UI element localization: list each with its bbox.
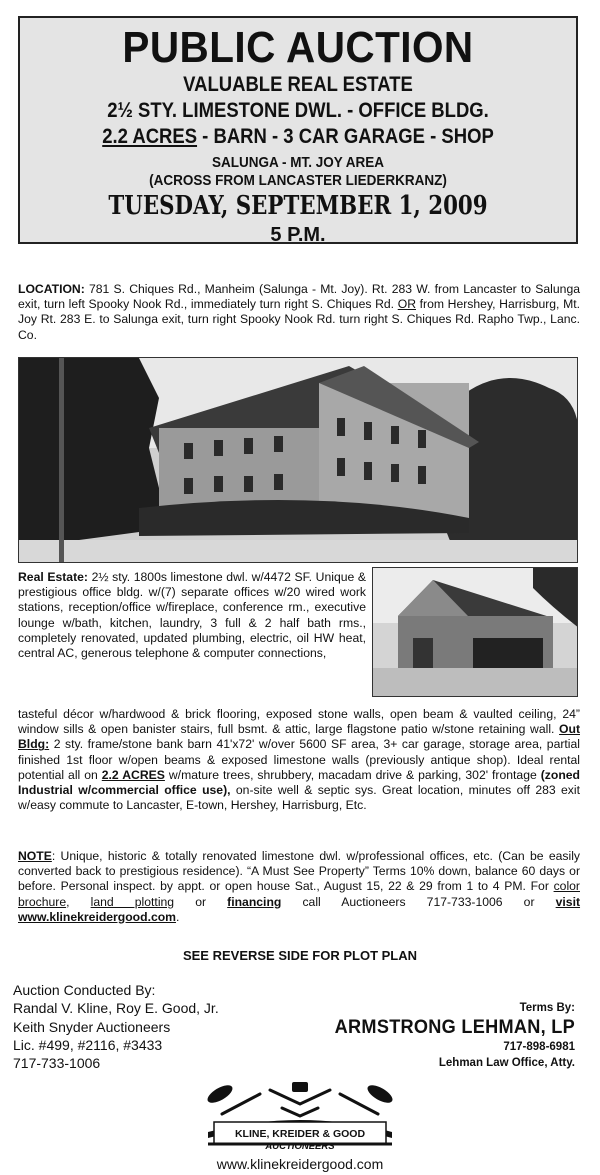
note-or: or <box>174 894 228 909</box>
location-label: LOCATION: <box>18 282 85 296</box>
real-estate-text-1: tasteful décor w/hardwood & brick flooring, exposed stone walls, open beam & vaulted ceiling, 24” window sills & open banister stairs, full bsmt. & attic, large flagstone patio w/stone retaining wall. <box>18 707 580 737</box>
header-across: (ACROSS FROM LANCASTER LIEDERKRANZ) <box>149 172 447 189</box>
real-estate-continued <box>18 707 580 813</box>
logo-banner-text: KLINE, KREIDER & GOOD <box>234 1128 366 1140</box>
law-firm-name: ARMSTRONG LEHMAN, LP <box>334 1016 575 1038</box>
auctioneer-company: Keith Snyder Auctioneers <box>13 1018 171 1035</box>
location-or: OR <box>397 297 416 312</box>
acres-line-rest: - BARN - 3 CAR GARAGE - SHOP <box>197 125 494 148</box>
law-office: Lehman Law Office, Atty. <box>438 1057 575 1069</box>
location-paragraph <box>18 282 580 343</box>
financing-link[interactable]: financing <box>227 894 282 909</box>
header-line-acres <box>53 124 542 150</box>
note-period: . <box>176 909 180 924</box>
location-text-1: 781 S. Chiques Rd., Manheim (Salunga - Mt. Joy). Rt. 283 W. from Lancaster to Salunga exit, turn left Spooky Nook Rd., immediately turn right S. Chiques Rd. <box>18 282 580 312</box>
visit-link[interactable]: visit <box>555 894 581 909</box>
auction-date: TUESDAY, SEPTEMBER 1, 2009 <box>108 191 488 221</box>
note-website-link[interactable]: www.klinekreidergood.com <box>18 909 177 924</box>
conducted-label: Auction Conducted By: <box>13 982 156 998</box>
zoning-emphasis: (zoned Industrial w/commercial office use), <box>18 767 580 798</box>
real-estate-text-left: 2½ sty. 1800s limestone dwl. w/4472 SF. Unique & prestigious office bldg. w/(7) separate offices w/20 wired work stations, reception/office w/fireplace, conference rm., executive lounge w/bath, kitchen, laundry, 3 full & 2 half bath rms., completely renovated, updated plumbing, electric, oil HW heat, central AC, generous telephone & computer connections, <box>18 570 366 661</box>
house-photo <box>18 357 578 563</box>
barn-photo <box>372 567 578 697</box>
auction-header <box>18 16 578 244</box>
acres-emphasis: 2.2 ACRES <box>101 767 165 782</box>
terms-label: Terms By: <box>519 1002 575 1014</box>
auctioneer-names: Randal V. Kline, Roy E. Good, Jr. <box>13 1000 219 1017</box>
real-estate-text-4: on-site well & septic sys. Great location, minutes off 283 exit w/easy commute to Lancaster, E-town, Hershey, Harrisburg, Etc. <box>18 783 580 813</box>
brochure-link[interactable]: color brochure <box>18 879 580 909</box>
header-area: SALUNGA - MT. JOY AREA <box>211 154 385 171</box>
note-call: call Auctioneers 717-733-1006 or <box>281 894 556 909</box>
real-estate-text-2: 2 sty. frame/stone bank barn 41'x72' w/over 5600 SF area, 3+ car garage, storage area, partial finished 1st floor w/open beams & exposed limestone walls (previously antique shop). Ideal rental potential all on <box>18 737 580 782</box>
acres-highlight: 2.2 ACRES <box>102 125 198 148</box>
location-text-2: from Hershey, Harrisburg, Mt. Joy Rt. 283 E. to Salunga exit, turn right Spooky Nook Rd. turn right S. Chiques Rd. Rapho Twp., Lanc. Co. <box>18 297 581 342</box>
real-estate-label: Real Estate: <box>18 570 88 584</box>
note-text-1: : Unique, historic & totally renovated limestone dwl. w/professional offices, etc. (Can be easily converted back to prestigious residence). “A Must See Property” Terms 10% down, balance 60 days or before. Personal inspect. by appt. or open house Sat., August 15, 22 & 29 from 1 to 4 PM. For <box>18 849 580 894</box>
out-bldg-label: Out Bldg: <box>18 722 580 752</box>
auctioneer-phone: 717-733-1006 <box>13 1055 101 1072</box>
auction-time: 5 P.M. <box>270 224 326 246</box>
footer-website-link[interactable]: www.klinekreidergood.com <box>216 1156 384 1172</box>
auction-conducted-by <box>13 981 283 1072</box>
real-estate-paragraph <box>18 570 366 661</box>
header-line-valuable: VALUABLE REAL ESTATE <box>183 73 413 96</box>
auctioneers-caption: AUCTIONEERS <box>265 1141 335 1152</box>
note-label: NOTE <box>18 849 52 863</box>
note-comma: , <box>66 894 91 909</box>
terms-by <box>290 1001 575 1071</box>
note-paragraph <box>18 849 580 925</box>
real-estate-text-3: w/mature trees, shrubbery, macadam drive & parking, 302' frontage <box>164 767 541 782</box>
auction-title: PUBLIC AUCTION <box>122 23 474 72</box>
header-line-dwelling: 2½ STY. LIMESTONE DWL. - OFFICE BLDG. <box>107 99 489 122</box>
land-plotting-link[interactable]: land plotting <box>90 894 175 909</box>
house-photo-illustration <box>19 358 578 563</box>
license-numbers: Lic. #499, #2116, #3433 <box>13 1036 163 1053</box>
barn-photo-illustration <box>373 568 578 697</box>
reverse-side-notice: SEE REVERSE SIDE FOR PLOT PLAN <box>182 948 418 963</box>
law-firm-phone: 717-898-6981 <box>503 1041 575 1053</box>
